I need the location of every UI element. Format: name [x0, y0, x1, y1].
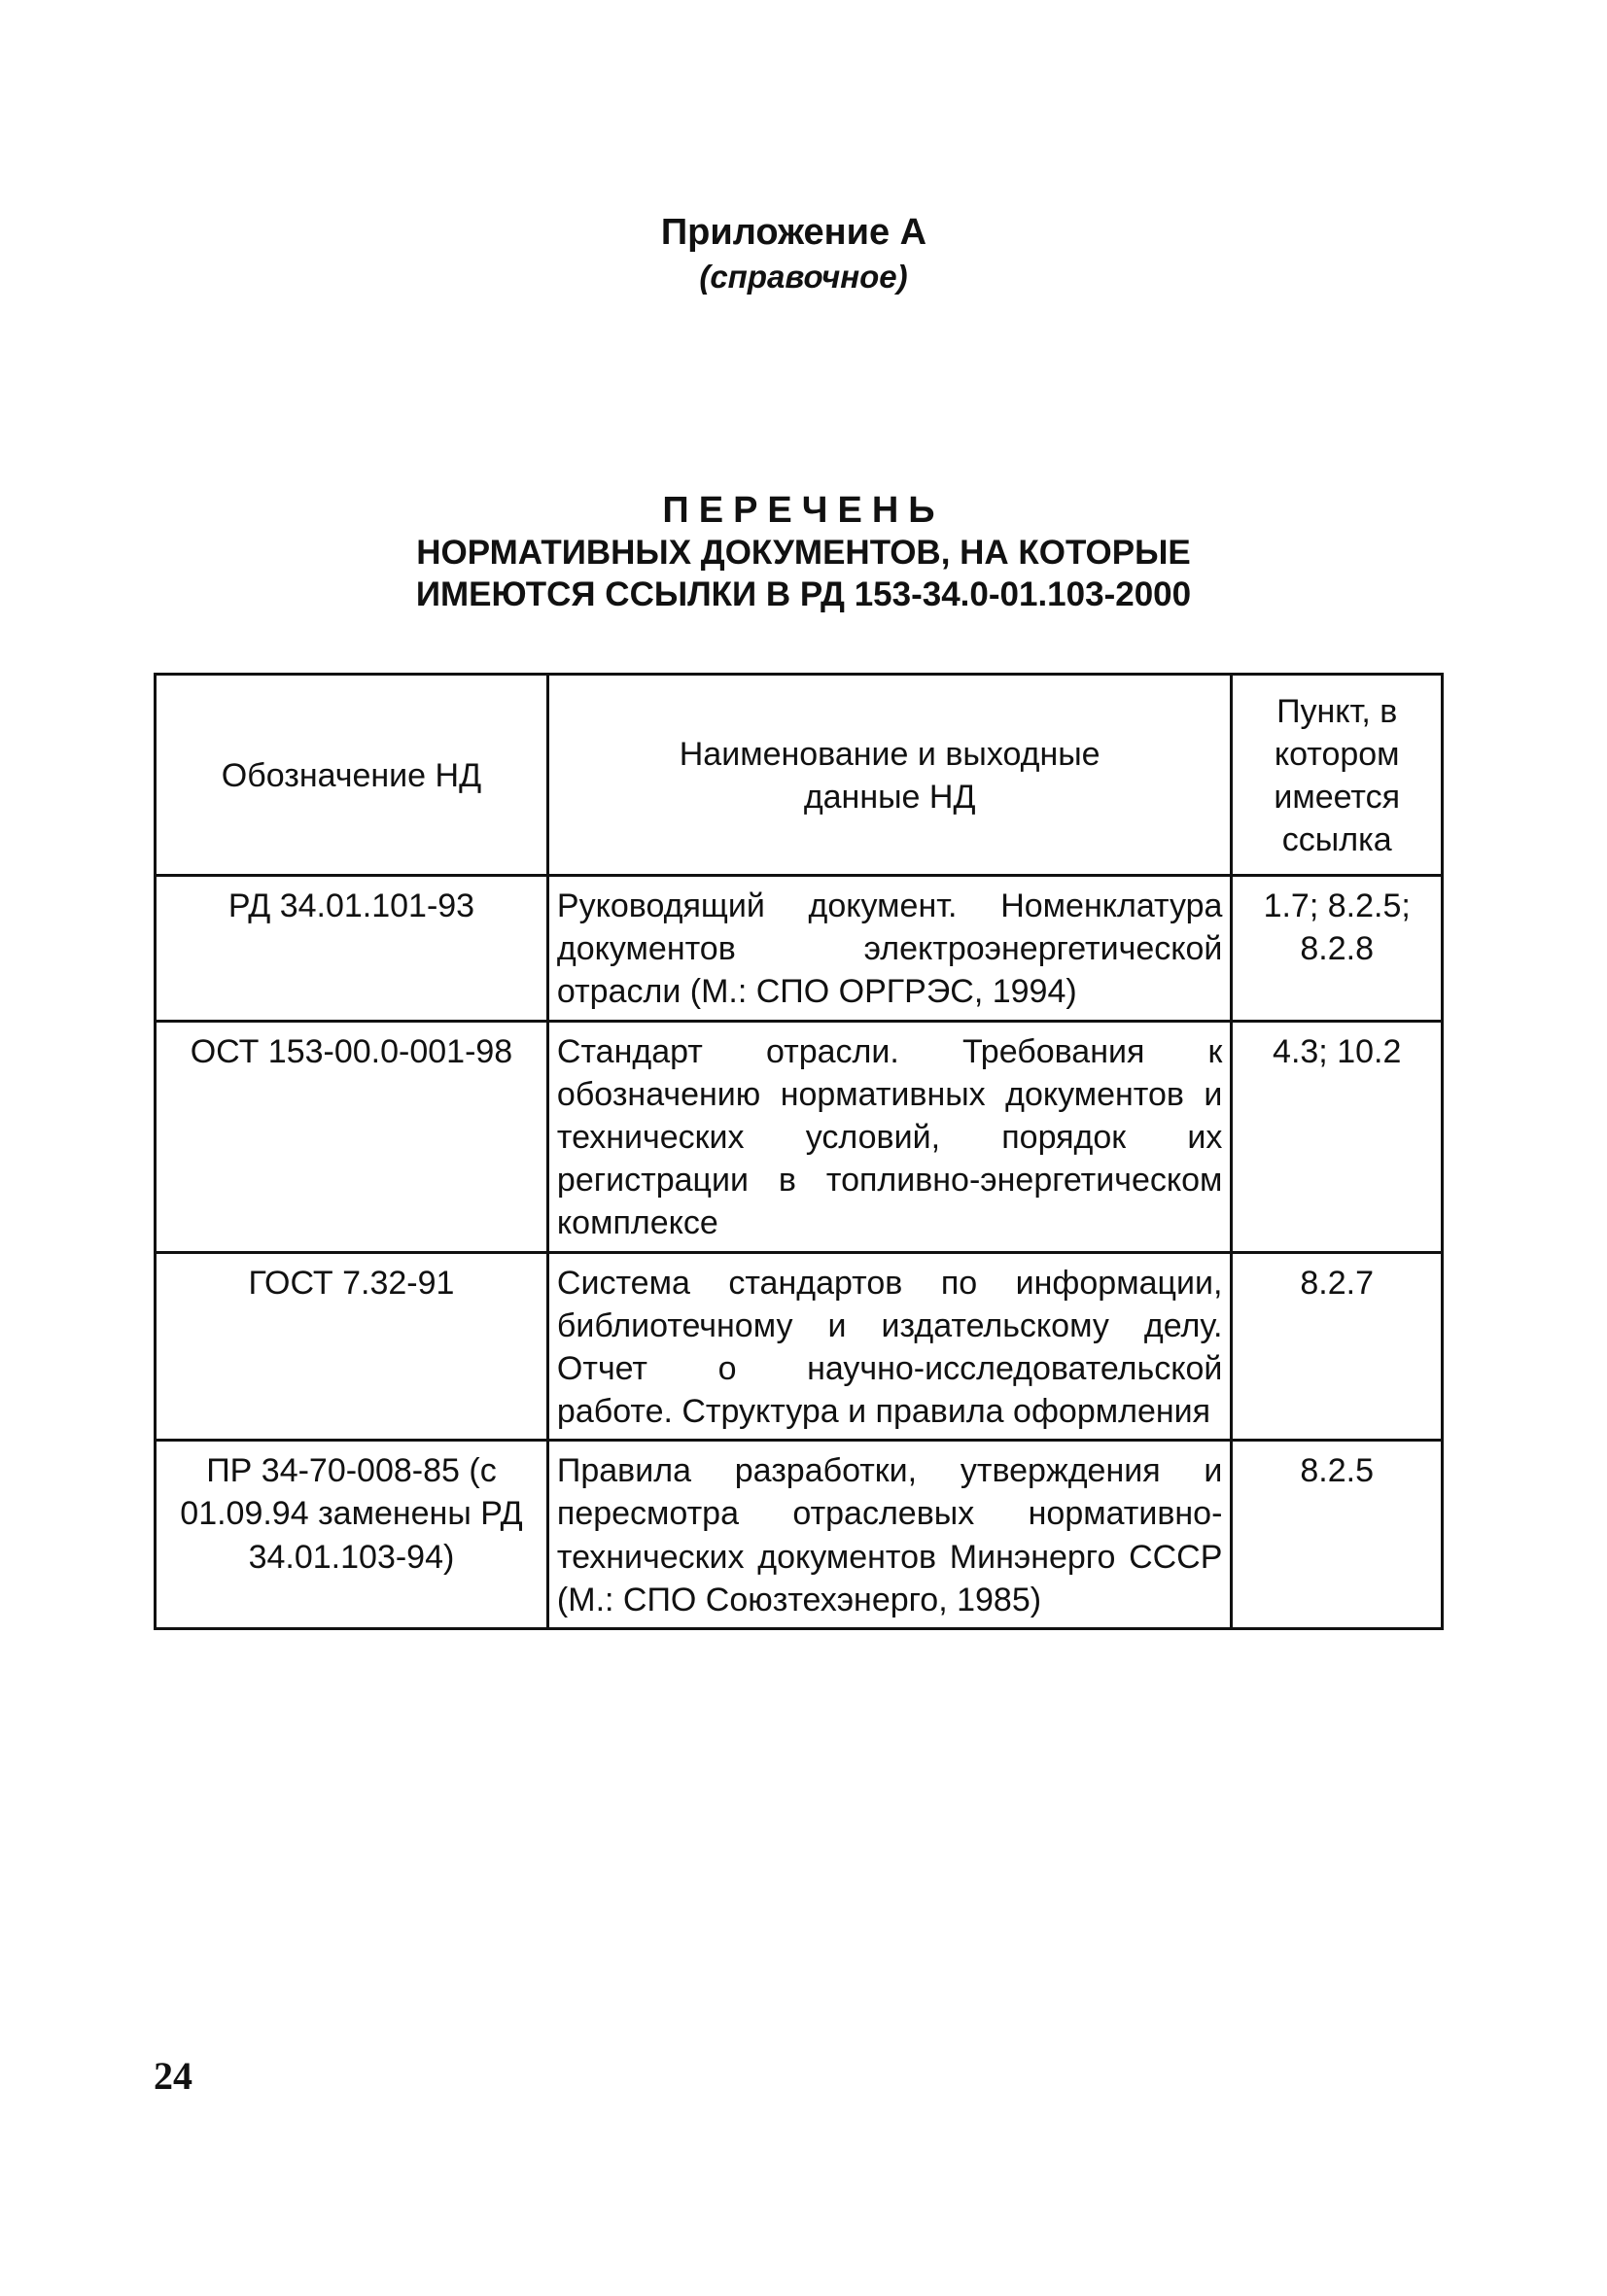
list-heading-line-2: НОРМАТИВНЫХ ДОКУМЕНТОВ, НА КОТОРЫЕ [416, 534, 1191, 573]
header-name: Наименование и выходные данные НД [547, 675, 1231, 876]
list-heading-line-3: ИМЕЮТСЯ ССЫЛКИ В РД 153-34.0-01.103-2000 [415, 575, 1192, 614]
list-heading-line-1: ПЕРЕЧЕНЬ [662, 490, 945, 531]
header-clause: Пункт, в котором имеется ссылка [1232, 675, 1443, 876]
row-name: Система стандартов по информации, библиотечному и издательскому делу. Отчет о научно-исследовательской работе. Структура и правила оформления [547, 1252, 1231, 1441]
row-clause: 4.3; 10.2 [1232, 1021, 1443, 1252]
appendix-title [0, 212, 1607, 254]
table-row [156, 1021, 1443, 1252]
table-header-row [156, 675, 1443, 876]
row-code: ГОСТ 7.32-91 [156, 1252, 548, 1441]
row-code: ОСТ 153-00.0-001-98 [156, 1021, 548, 1252]
row-code: РД 34.01.101-93 [156, 876, 548, 1022]
row-name: Стандарт отрасли. Требования к обозначению нормативных документов и технических условий, порядок их регистрации в топливно-энергетическом комплексе [547, 1021, 1231, 1252]
table-row [156, 1441, 1443, 1629]
header-code: Обозначение НД [156, 675, 548, 876]
table-row [156, 876, 1443, 1022]
list-heading [0, 488, 1607, 616]
row-clause: 8.2.7 [1232, 1252, 1443, 1441]
appendix-title-text: Приложение А [660, 212, 927, 253]
page-number: 24 [154, 2054, 192, 2098]
appendix-subtitle: (справочное) [699, 259, 908, 295]
row-name: Правила разработки, утверждения и пересмотра отраслевых нормативно-технических документов Минэнерго СССР (М.: СПО Союзтехэнерго, 1985) [547, 1441, 1231, 1629]
row-name: Руководящий документ. Номенклатура документов электроэнергетической отрасли (М.: СПО ОРГРЭС, 1994) [547, 876, 1231, 1022]
table-row [156, 1252, 1443, 1441]
row-clause: 8.2.5 [1232, 1441, 1443, 1629]
row-clause: 1.7; 8.2.5; 8.2.8 [1232, 876, 1443, 1022]
row-code: ПР 34-70-008-85 (с 01.09.94 заменены РД 34.01.103-94) [156, 1441, 548, 1629]
documents-table [154, 673, 1444, 1630]
